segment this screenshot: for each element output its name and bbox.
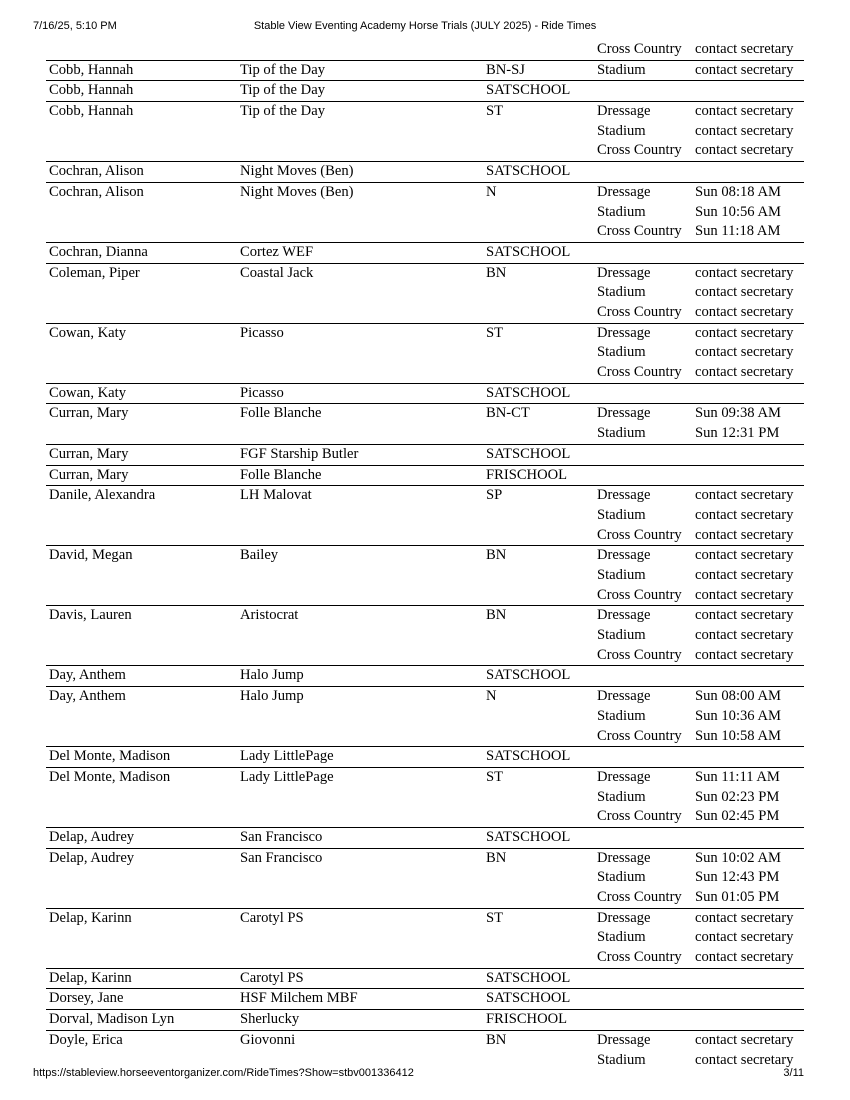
phase-list <box>597 162 804 182</box>
phase-list <box>597 486 804 545</box>
horse-name: Carotyl PS <box>240 909 304 926</box>
phase-list <box>597 768 804 827</box>
horse-name: Tip of the Day <box>240 82 325 99</box>
phase-line <box>597 566 804 586</box>
table-row <box>46 1009 804 1030</box>
rider-name <box>46 40 240 60</box>
phase-line <box>597 102 804 122</box>
rider-name: Day, Anthem <box>49 688 126 705</box>
phase-list <box>597 909 804 968</box>
ride-time: contact secretary <box>695 1051 794 1068</box>
phase-name: Cross Country <box>597 304 682 320</box>
rider-name: Cobb, Hannah <box>49 61 134 78</box>
division: SATSCHOOL <box>486 990 571 1007</box>
division: SATSCHOOL <box>486 667 571 684</box>
horse-name: Giovonni <box>240 1031 296 1048</box>
phase-name: Cross Country <box>597 223 682 240</box>
horse-name: Bailey <box>240 547 279 564</box>
phase-name: Dressage <box>597 909 651 926</box>
phase-line <box>597 283 804 303</box>
table-row <box>46 665 804 686</box>
division: SATSCHOOL <box>486 243 571 260</box>
horse-name: Tip of the Day <box>240 61 325 78</box>
phase-name: Dressage <box>597 487 651 504</box>
division: SATSCHOOL <box>486 82 571 99</box>
ride-time: contact secretary <box>695 284 794 301</box>
rider-name: Cobb, Hannah <box>49 103 134 120</box>
phase-line <box>597 183 804 203</box>
table-row <box>46 444 804 465</box>
division: BN <box>486 547 507 564</box>
phase-line <box>597 486 804 506</box>
horse-name: LH Malovat <box>240 487 312 504</box>
rider-name: Coleman, Piper <box>49 264 140 281</box>
phase-name: Dressage <box>597 103 651 120</box>
division: BN-SJ <box>486 61 525 78</box>
phase-list <box>597 666 804 686</box>
phase-line <box>597 1051 804 1071</box>
phase-line <box>597 707 804 727</box>
phase-list <box>597 969 804 989</box>
phase-line <box>597 768 804 788</box>
rider-name: Curran, Mary <box>49 466 129 483</box>
phase-name: Cross Country <box>597 889 682 906</box>
phase-line <box>597 868 804 888</box>
rider-name: Cowan, Katy <box>49 324 127 341</box>
ride-time: Sun 08:00 AM <box>695 688 781 705</box>
ride-time: Sun 10:58 AM <box>695 727 781 744</box>
phase-name: Stadium <box>597 627 646 644</box>
ride-time: contact secretary <box>695 949 794 966</box>
phase-list <box>597 445 804 465</box>
phase-list <box>597 828 804 848</box>
division: BN <box>486 1031 507 1048</box>
table-row <box>46 40 804 60</box>
ride-time: contact secretary <box>695 526 794 543</box>
phase-name: Dressage <box>597 264 651 281</box>
ride-time: Sun 10:02 AM <box>695 849 781 866</box>
phase-name: Dressage <box>597 405 651 422</box>
ride-time: contact secretary <box>695 142 794 159</box>
ride-time: Sun 01:05 PM <box>695 889 780 906</box>
rider-name: Delap, Audrey <box>49 849 135 866</box>
rider-name: Cowan, Katy <box>49 384 127 401</box>
division: BN <box>486 849 507 866</box>
phase-list <box>597 747 804 767</box>
phase-line <box>597 363 804 383</box>
ride-time: Sun 11:11 AM <box>695 768 780 785</box>
horse-name: Carotyl PS <box>240 969 304 986</box>
phase-list <box>597 324 804 383</box>
rider-name: Del Monte, Madison <box>49 768 171 785</box>
rider-name: Delap, Karinn <box>49 909 132 926</box>
phase-name: Cross Country <box>597 808 682 825</box>
rider-name: Dorsey, Jane <box>49 990 124 1007</box>
page-title: Stable View Eventing Academy Horse Trials (JULY 2025) - Ride Times <box>253 20 597 32</box>
ride-time: contact secretary <box>695 607 794 624</box>
ride-time: Sun 10:56 AM <box>695 203 781 220</box>
division: N <box>486 688 497 705</box>
rider-name: Cochran, Alison <box>49 183 144 200</box>
phase-line <box>597 626 804 646</box>
phase-line <box>597 61 804 81</box>
horse-name: Night Moves (Ben) <box>240 183 354 200</box>
horse-name: Folle Blanche <box>240 405 322 422</box>
horse-name: Halo Jump <box>240 667 304 684</box>
ride-time: Sun 12:31 PM <box>695 425 780 442</box>
phase-line <box>597 727 804 747</box>
phase-name: Stadium <box>597 1051 646 1068</box>
division: SATSCHOOL <box>486 748 571 765</box>
division: SP <box>486 487 503 504</box>
table-row <box>46 242 804 263</box>
phase-name: Cross Country <box>597 41 682 57</box>
phase-name: Cross Country <box>597 586 682 603</box>
ride-time: Sun 08:18 AM <box>695 183 781 200</box>
phase-line <box>597 122 804 142</box>
rider-name: Cochran, Dianna <box>49 243 148 260</box>
phase-name: Dressage <box>597 849 651 866</box>
horse-name: Picasso <box>240 384 284 401</box>
phase-name: Dressage <box>597 324 651 341</box>
ride-time: contact secretary <box>695 627 794 644</box>
horse-name <box>240 40 486 60</box>
phase-line <box>597 526 804 546</box>
table-row <box>46 827 804 848</box>
horse-name: Aristocrat <box>240 607 299 624</box>
horse-name: Folle Blanche <box>240 466 322 483</box>
phase-list <box>597 849 804 908</box>
phase-line <box>597 141 804 161</box>
ride-time: Sun 10:36 AM <box>695 707 781 724</box>
phase-name: Stadium <box>597 869 646 886</box>
ride-time: contact secretary <box>695 929 794 946</box>
ride-time: contact secretary <box>695 264 794 281</box>
ride-time: contact secretary <box>695 1031 794 1048</box>
rider-name: Danile, Alexandra <box>49 487 156 504</box>
phase-line <box>597 424 804 444</box>
phase-name: Cross Country <box>597 727 682 744</box>
division: BN-CT <box>486 405 530 422</box>
table-row <box>46 403 804 443</box>
phase-line <box>597 324 804 344</box>
phase-list <box>597 81 804 101</box>
table-row <box>46 161 804 182</box>
ride-time: contact secretary <box>695 324 794 341</box>
phase-line <box>597 203 804 223</box>
table-row <box>46 1030 804 1070</box>
phase-name: Stadium <box>597 203 646 220</box>
phase-line <box>597 646 804 666</box>
phase-list <box>597 989 804 1009</box>
phase-name: Stadium <box>597 506 646 523</box>
phase-line <box>597 264 804 284</box>
phase-line <box>597 606 804 626</box>
division: FRISCHOOL <box>486 1011 568 1028</box>
phase-line <box>597 546 804 566</box>
division: FRISCHOOL <box>486 466 568 483</box>
phase-name: Stadium <box>597 707 646 724</box>
ride-time: contact secretary <box>695 547 794 564</box>
table-row <box>46 323 804 383</box>
phase-name: Dressage <box>597 1031 651 1048</box>
ride-time: contact secretary <box>695 566 794 583</box>
page-url: https://stableview.horseeventorganizer.com/RideTimes?Show=stbv001336412 <box>33 1067 414 1079</box>
phase-list <box>597 264 804 323</box>
phase-name: Dressage <box>597 688 651 705</box>
ride-time: contact secretary <box>695 364 794 381</box>
ride-time: contact secretary <box>695 61 794 78</box>
table-row <box>46 485 804 545</box>
table-row <box>46 848 804 908</box>
phase-name: Cross Country <box>597 949 682 966</box>
phase-name: Dressage <box>597 547 651 564</box>
horse-name: Cortez WEF <box>240 243 314 260</box>
phase-list <box>597 61 804 81</box>
rider-name: Dorval, Madison Lyn <box>49 1011 175 1028</box>
division <box>486 40 597 60</box>
horse-name: Sherlucky <box>240 1011 300 1028</box>
ride-time: Sun 11:18 AM <box>695 223 781 240</box>
table-row <box>46 80 804 101</box>
phase-line <box>597 948 804 968</box>
ride-time: contact secretary <box>695 304 794 320</box>
phase-name: Stadium <box>597 122 646 139</box>
phase-name: Stadium <box>597 566 646 583</box>
rider-name: Curran, Mary <box>49 405 129 422</box>
phase-line <box>597 222 804 242</box>
phase-name: Dressage <box>597 768 651 785</box>
phase-list <box>597 687 804 746</box>
phase-line <box>597 788 804 808</box>
ride-time: Sun 02:45 PM <box>695 808 780 825</box>
phase-name: Stadium <box>597 788 646 805</box>
phase-line <box>597 343 804 363</box>
rider-name: Curran, Mary <box>49 445 129 462</box>
phase-line <box>597 909 804 929</box>
table-row <box>46 988 804 1009</box>
division: SATSCHOOL <box>486 445 571 462</box>
table-row <box>46 908 804 968</box>
phase-list <box>597 1010 804 1030</box>
division: N <box>486 183 497 200</box>
rider-name: David, Megan <box>49 547 133 564</box>
ride-time: Sun 02:23 PM <box>695 788 780 805</box>
phase-name: Cross Country <box>597 142 682 159</box>
ride-time: contact secretary <box>695 344 794 361</box>
table-row <box>46 545 804 605</box>
rider-name: Del Monte, Madison <box>49 748 171 765</box>
phase-line <box>597 888 804 908</box>
table-row <box>46 383 804 404</box>
phase-name: Cross Country <box>597 364 682 381</box>
horse-name: Night Moves (Ben) <box>240 163 354 180</box>
page-number: 3/11 <box>783 1067 804 1079</box>
phase-line <box>597 1031 804 1051</box>
phase-name: Stadium <box>597 425 646 442</box>
ride-time: contact secretary <box>695 487 794 504</box>
ride-time: Sun 09:38 AM <box>695 405 781 422</box>
phase-list <box>597 1031 804 1070</box>
ride-time: contact secretary <box>695 506 794 523</box>
division: SATSCHOOL <box>486 969 571 986</box>
horse-name: San Francisco <box>240 849 323 866</box>
rider-name: Day, Anthem <box>49 667 126 684</box>
phase-name: Dressage <box>597 607 651 624</box>
rider-name: Davis, Lauren <box>49 607 132 624</box>
division: SATSCHOOL <box>486 384 571 401</box>
phase-line <box>597 687 804 707</box>
phase-name: Stadium <box>597 61 646 78</box>
division: ST <box>486 324 504 341</box>
rider-name: Delap, Audrey <box>49 828 135 845</box>
division: SATSCHOOL <box>486 163 571 180</box>
rider-name: Doyle, Erica <box>49 1031 123 1048</box>
phase-line <box>597 303 804 323</box>
ride-time: contact secretary <box>695 646 794 663</box>
phase-name: Stadium <box>597 284 646 301</box>
horse-name: HSF Milchem MBF <box>240 990 358 1007</box>
phase-list <box>597 243 804 263</box>
print-datetime: 7/16/25, 5:10 PM <box>33 20 117 32</box>
table-row <box>46 605 804 665</box>
ride-time: contact secretary <box>695 122 794 139</box>
phase-list <box>597 102 804 161</box>
phase-list <box>597 606 804 665</box>
table-row <box>46 101 804 161</box>
division: ST <box>486 909 504 926</box>
table-row <box>46 465 804 486</box>
rider-name: Delap, Karinn <box>49 969 132 986</box>
phase-list <box>597 384 804 404</box>
horse-name: Lady LittlePage <box>240 748 334 765</box>
horse-name: Tip of the Day <box>240 103 325 120</box>
horse-name: FGF Starship Butler <box>240 445 359 462</box>
phase-name: Stadium <box>597 929 646 946</box>
phase-list <box>597 183 804 242</box>
ride-time: contact secretary <box>695 103 794 120</box>
phase-list <box>597 40 804 60</box>
table-row <box>46 746 804 767</box>
table-row <box>46 263 804 323</box>
phase-line <box>597 586 804 606</box>
phase-list <box>597 404 804 443</box>
table-row <box>46 60 804 81</box>
horse-name: Coastal Jack <box>240 264 314 281</box>
phase-line <box>597 928 804 948</box>
phase-line <box>597 506 804 526</box>
rider-name: Cochran, Alison <box>49 163 144 180</box>
division: ST <box>486 768 504 785</box>
division: BN <box>486 607 507 624</box>
horse-name: Lady LittlePage <box>240 768 334 785</box>
table-row <box>46 182 804 242</box>
division: BN <box>486 264 507 281</box>
phase-line <box>597 807 804 827</box>
phase-name: Dressage <box>597 183 651 200</box>
horse-name: Halo Jump <box>240 688 304 705</box>
ride-times-table <box>46 40 804 1070</box>
ride-time: Sun 12:43 PM <box>695 869 780 886</box>
table-row <box>46 767 804 827</box>
phase-line <box>597 40 804 60</box>
phase-name: Stadium <box>597 344 646 361</box>
division: ST <box>486 103 504 120</box>
phase-line <box>597 404 804 424</box>
table-row <box>46 968 804 989</box>
horse-name: Picasso <box>240 324 284 341</box>
ride-time: contact secretary <box>695 41 794 57</box>
phase-line <box>597 849 804 869</box>
table-row <box>46 686 804 746</box>
rider-name: Cobb, Hannah <box>49 82 134 99</box>
phase-name: Cross Country <box>597 526 682 543</box>
horse-name: San Francisco <box>240 828 323 845</box>
ride-time: contact secretary <box>695 586 794 603</box>
division: SATSCHOOL <box>486 828 571 845</box>
phase-name: Cross Country <box>597 646 682 663</box>
phase-list <box>597 546 804 605</box>
ride-time: contact secretary <box>695 909 794 926</box>
phase-list <box>597 466 804 486</box>
